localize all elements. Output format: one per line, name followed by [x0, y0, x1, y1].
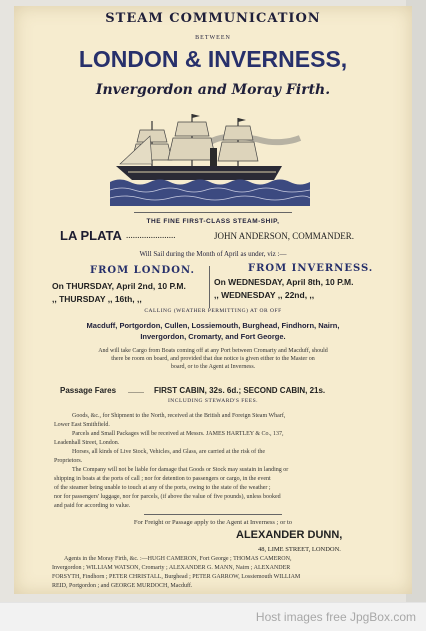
agent-address: 48, LIME STREET, LONDON.: [258, 546, 341, 553]
goods-line-2: Lower East Smithfield.: [54, 422, 110, 428]
agents-line-4: REID, Portgordon ; and GEORGE MURDOCH, Macduff.: [52, 583, 193, 589]
cargo-line-1: And will take Cargo from Boats coming off at any Port between Cromarty and Macduff, should: [98, 348, 328, 354]
cargo-line-2: there be room on board, and provided that due notice is given either to the Master on: [111, 356, 315, 362]
parcels-line-1: Parcels and Small Packages will be received at Messrs. JAMES HARTLEY & Co., 137,: [72, 431, 284, 437]
liability-line-2: shipping in boats at the ports of call ; nor for detention to passengers or cargo, in the event: [54, 476, 271, 482]
liability-line-3: of the steamer being unable to touch at any of the ports, owing to the state of the weather ;: [54, 485, 271, 491]
stewards-fees: INCLUDING STEWARD'S FEES.: [167, 398, 259, 404]
agents-line-3: FORSYTH, Findhorn ; PETER CHRISTALL, Burghead ; PETER GARROW, Lossiemouth WILLIAM: [52, 574, 301, 580]
inverness-sailing-2: ,, WEDNESDAY ,, 22nd, ,,: [214, 290, 315, 300]
host-link[interactable]: Host images free JpgBox.com: [255, 610, 416, 624]
goods-line-1: Goods, &c., for Shipment to the North, received at the British and Foreign Steam Wharf,: [72, 413, 286, 419]
ports-line-2: Invergordon, Cromarty, and Fort George.: [140, 332, 286, 341]
agents-line-2: Invergordon ; WILLIAM WATSON, Cromarty ; ALEXANDER G. MANN, Nairn ; ALEXANDER: [52, 565, 291, 571]
column-divider: [209, 266, 210, 308]
sail-notice: Will Sail during the Month of April as under, viz :—: [139, 250, 287, 258]
divider: [144, 514, 282, 515]
commander: JOHN ANDERSON, COMMANDER.: [214, 231, 355, 241]
divider: [134, 212, 292, 213]
agent-name: ALEXANDER DUNN,: [236, 529, 343, 541]
fares-dots: ........: [128, 386, 144, 395]
ports-line-1: Macduff, Portgordon, Cullen, Lossiemouth, Burghead, Findhorn, Nairn,: [86, 321, 340, 330]
freight-note: For Freight or Passage apply to the Agent at Inverness ; or to: [133, 519, 293, 526]
poster-heading: STEAM COMMUNICATION: [105, 11, 321, 26]
cargo-line-3: board, or to the Agent at Inverness.: [170, 364, 256, 370]
parcels-line-2: Leadenhall Street, London.: [54, 440, 120, 446]
steamship-illustration: [110, 106, 310, 206]
ship-tagline: THE FINE FIRST-CLASS STEAM-SHIP,: [146, 218, 280, 225]
inverness-sailing-1: On WEDNESDAY, April 8th, 10 P.M.: [214, 277, 354, 287]
agents-line-1: Agents in the Moray Firth, &c. :—HUGH CAMERON, Fort George ; THOMAS CAMERON,: [64, 556, 292, 562]
from-inverness-heading: FROM INVERNESS.: [248, 263, 374, 274]
footer-bar: [0, 602, 426, 631]
ship-name: LA PLATA: [60, 228, 122, 243]
route-subtitle: Invergordon and Moray Firth.: [95, 82, 331, 98]
london-sailing-1: On THURSDAY, April 2nd, 10 P.M.: [52, 281, 186, 291]
fares-value: FIRST CABIN, 32s. 6d.; SECOND CABIN, 21s.: [154, 386, 326, 395]
from-london-heading: FROM LONDON.: [90, 265, 195, 276]
between-label: BETWEEN: [195, 35, 231, 41]
horses-line-2: Proprietors.: [54, 458, 83, 464]
london-sailing-2: ,, THURSDAY ,, 16th, ,,: [52, 294, 142, 304]
liability-line-5: and paid for according to value.: [54, 503, 131, 509]
calling-note: CALLING (WEATHER PERMITTING) AT OR OFF: [144, 308, 282, 314]
fares-label: Passage Fares: [60, 386, 117, 395]
liability-line-4: nor for passengers' luggage, nor for parcels, (if above the value of five pounds), unless booked: [54, 494, 281, 500]
liability-line-1: The Company will not be liable for damage that Goods or Stock may sustain in landing or: [72, 467, 289, 473]
route-title: LONDON & INVERNESS,: [78, 46, 348, 72]
horses-line-1: Horses, all kinds of Live Stock, Vehicles, and Glass, are carried at the risk of the: [72, 449, 266, 455]
poster-sheet: [14, 6, 412, 594]
ship-dots: ......................: [126, 230, 176, 240]
